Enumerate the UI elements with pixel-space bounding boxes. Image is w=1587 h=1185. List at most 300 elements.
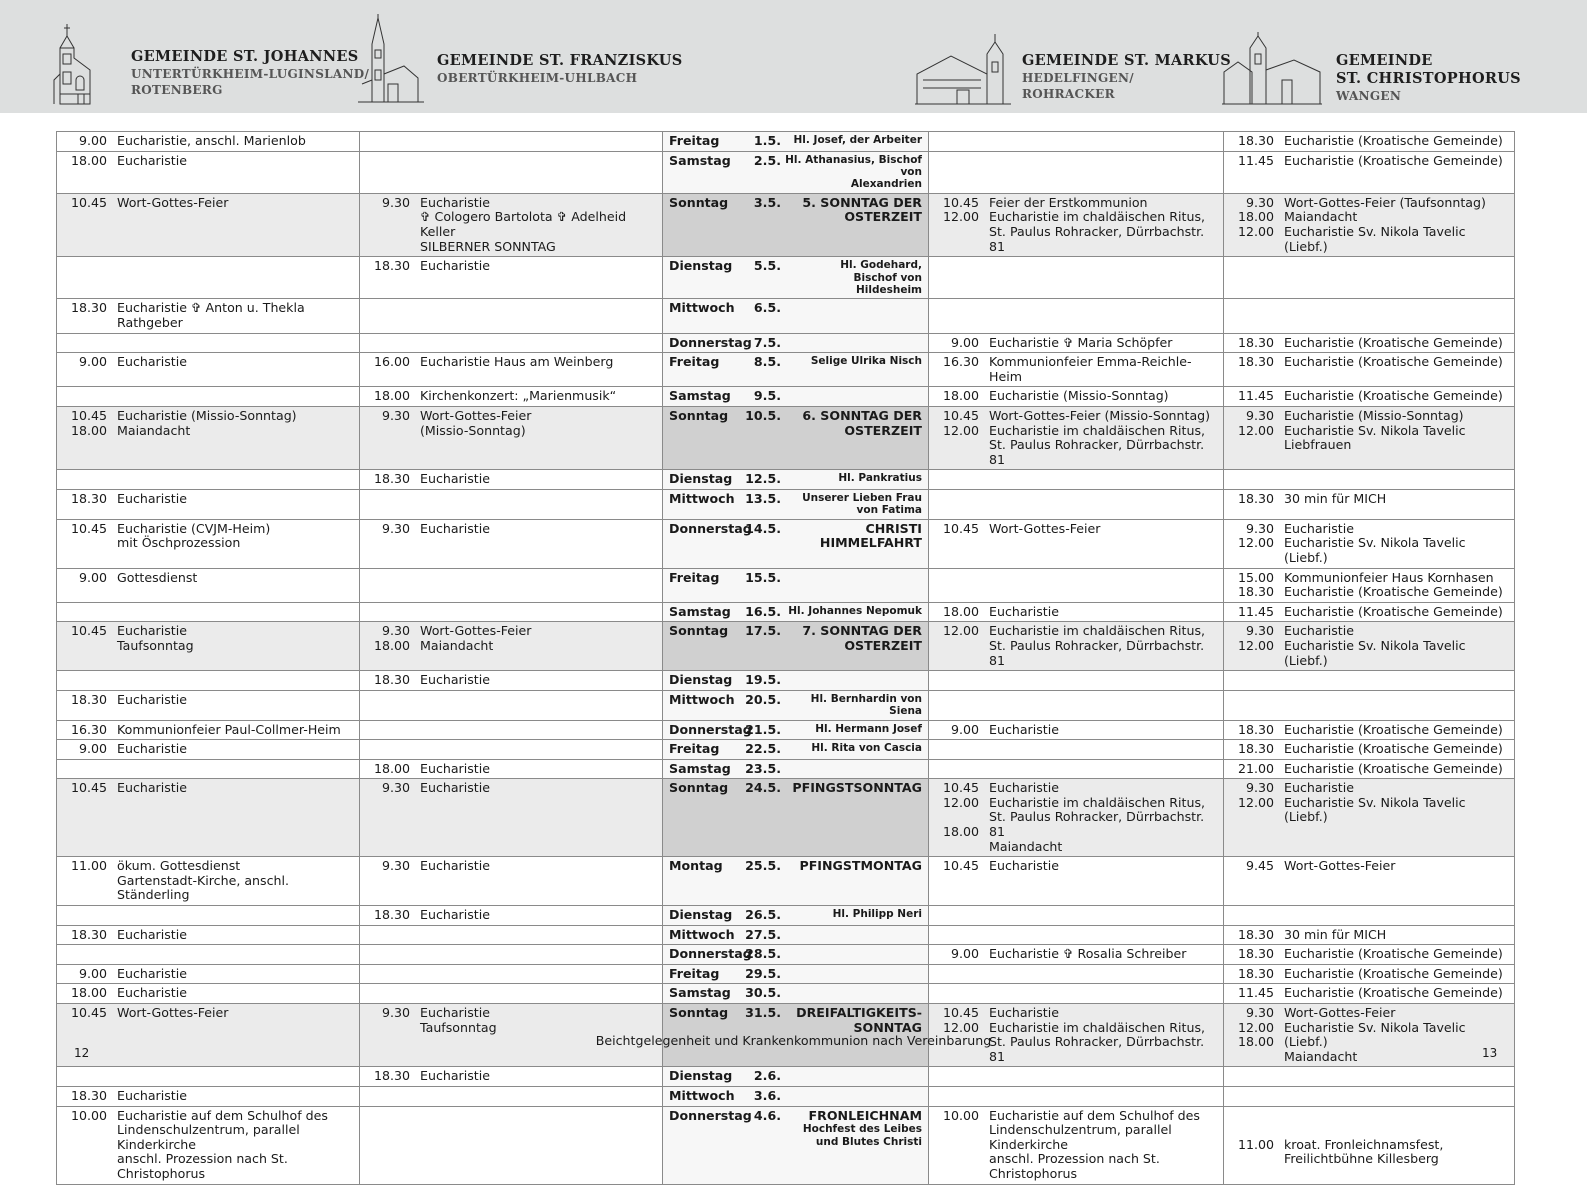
cell-st-franziskus bbox=[360, 671, 663, 691]
cell-st-franziskus bbox=[360, 299, 663, 333]
cell-date bbox=[663, 470, 929, 490]
cell-st-johannes bbox=[57, 299, 360, 333]
service-description: Eucharistie, anschl. Marienlob bbox=[117, 133, 306, 148]
date: 14.5. bbox=[745, 520, 781, 536]
service-entry bbox=[1230, 762, 1508, 777]
service-description: Eucharistie Eucharistie Sv. Nikola Tavelic (Liebf.) bbox=[1284, 623, 1466, 668]
feast-day bbox=[785, 1006, 922, 1035]
service-entry bbox=[935, 1109, 1217, 1182]
service-description: Eucharistie (Kroatische Gemeinde) bbox=[1284, 133, 1503, 148]
date: 1.5. bbox=[753, 133, 781, 148]
service-description: 30 min für MICH bbox=[1284, 926, 1387, 942]
service-description: Eucharistie (Kroatische Gemeinde) bbox=[1284, 354, 1503, 370]
service-entry bbox=[63, 1006, 353, 1021]
cell-st-franziskus bbox=[360, 1106, 663, 1184]
feast-day bbox=[785, 762, 922, 777]
cell-date bbox=[663, 1086, 929, 1106]
service-entry bbox=[935, 409, 1217, 467]
feast-title: Hl. Philipp Neri bbox=[832, 908, 922, 921]
cell-st-johannes bbox=[57, 387, 360, 407]
service-time: 18.30 bbox=[373, 907, 410, 923]
service-entry bbox=[366, 259, 656, 274]
service-time: 10.45 12.00 18.00 bbox=[942, 780, 979, 840]
date: 13.5. bbox=[745, 490, 781, 506]
weekday: Sonntag bbox=[669, 407, 729, 423]
parish-name: GEMEINDE ST. JOHANNES bbox=[131, 48, 359, 65]
parish-location: ROTENBERG bbox=[131, 83, 223, 97]
cell-st-johannes bbox=[57, 353, 360, 387]
schedule-row bbox=[57, 353, 1515, 387]
cell-date bbox=[663, 740, 929, 760]
weekday: Freitag bbox=[669, 965, 720, 981]
cell-st-christophorus bbox=[1224, 945, 1515, 965]
cell-date bbox=[663, 519, 929, 568]
service-time: 10.45 bbox=[70, 520, 107, 536]
service-entry bbox=[63, 723, 353, 738]
cell-st-johannes bbox=[57, 602, 360, 622]
feast-day bbox=[785, 196, 922, 225]
service-time: 9.00 bbox=[950, 334, 979, 350]
feast-day bbox=[785, 492, 922, 517]
cell-st-markus bbox=[929, 759, 1224, 779]
cell-st-franziskus bbox=[360, 151, 663, 193]
cell-date bbox=[663, 945, 929, 965]
feast-day bbox=[785, 259, 922, 296]
service-time: 10.45 bbox=[70, 1005, 107, 1020]
cell-st-christophorus bbox=[1224, 387, 1515, 407]
service-schedule-table bbox=[56, 131, 1515, 1185]
service-entry bbox=[63, 492, 353, 507]
cell-st-christophorus bbox=[1224, 906, 1515, 926]
cell-date bbox=[663, 1067, 929, 1087]
weekday: Sonntag bbox=[669, 623, 729, 639]
feast-title: Hl. Rita von Cascia bbox=[811, 742, 922, 755]
service-description: Eucharistie (Kroatische Gemeinde) bbox=[1284, 152, 1503, 168]
service-description: Wort-Gottes-Feier bbox=[117, 1005, 229, 1020]
service-entry bbox=[1230, 196, 1508, 254]
date: 2.5. bbox=[753, 152, 781, 168]
service-entry bbox=[1230, 781, 1508, 825]
cell-st-franziskus bbox=[360, 945, 663, 965]
service-entry bbox=[63, 301, 353, 330]
cell-st-christophorus bbox=[1224, 132, 1515, 152]
service-description: Eucharistie ✞ Cologero Bartolota ✞ Adelheid Keller SILBERNER SONNTAG bbox=[420, 194, 627, 254]
cell-st-christophorus bbox=[1224, 622, 1515, 671]
service-entry bbox=[63, 355, 353, 370]
service-description: kroat. Fronleichnamsfest, Freilichtbühne Killesberg bbox=[1284, 1136, 1444, 1167]
cell-st-christophorus bbox=[1224, 602, 1515, 622]
service-description: Eucharistie bbox=[117, 741, 187, 757]
service-description: Eucharistie bbox=[989, 721, 1059, 737]
schedule-row bbox=[57, 1067, 1515, 1087]
service-entry bbox=[1230, 409, 1508, 453]
cell-st-markus bbox=[929, 257, 1224, 299]
service-description: Eucharistie bbox=[420, 1068, 490, 1084]
service-time: 16.00 bbox=[373, 354, 410, 370]
schedule-row bbox=[57, 925, 1515, 945]
service-description: Eucharistie (Kroatische Gemeinde) bbox=[1284, 946, 1503, 962]
service-entry bbox=[63, 134, 353, 149]
schedule-row bbox=[57, 1086, 1515, 1106]
cell-st-markus bbox=[929, 925, 1224, 945]
cell-st-franziskus bbox=[360, 720, 663, 740]
cell-date bbox=[663, 333, 929, 353]
feast-day bbox=[785, 986, 922, 1001]
cell-st-franziskus bbox=[360, 759, 663, 779]
service-description: Eucharistie Eucharistie Sv. Nikola Tavelic (Liebf.) bbox=[1284, 780, 1466, 825]
schedule-row bbox=[57, 602, 1515, 622]
service-entry bbox=[935, 336, 1217, 351]
service-description: Eucharistie bbox=[420, 907, 490, 923]
weekday: Sonntag bbox=[669, 780, 729, 796]
cell-st-christophorus bbox=[1224, 406, 1515, 469]
parish-location: HEDELFINGEN/ bbox=[1022, 71, 1134, 85]
feast-day bbox=[785, 908, 922, 923]
cell-st-markus bbox=[929, 132, 1224, 152]
schedule-row bbox=[57, 671, 1515, 691]
schedule-row bbox=[57, 690, 1515, 720]
cell-st-johannes bbox=[57, 257, 360, 299]
date: 6.5. bbox=[753, 300, 781, 316]
weekday: Sonntag bbox=[669, 194, 729, 210]
cell-st-christophorus bbox=[1224, 671, 1515, 691]
service-entry bbox=[1230, 522, 1508, 566]
cell-st-johannes bbox=[57, 193, 360, 256]
cell-st-christophorus bbox=[1224, 353, 1515, 387]
service-entry bbox=[63, 1109, 353, 1182]
service-description: Eucharistie (Missio-Sonntag) Eucharistie Sv. Nikola Tavelic Liebfrauen bbox=[1284, 407, 1466, 453]
service-time: 10.45 12.00 bbox=[942, 1005, 979, 1035]
service-time: 11.00 bbox=[1237, 1136, 1274, 1152]
cell-date bbox=[663, 387, 929, 407]
service-time: 18.30 bbox=[373, 672, 410, 688]
service-time: 21.00 bbox=[1237, 760, 1274, 776]
cell-st-franziskus bbox=[360, 984, 663, 1004]
service-time: 11.45 bbox=[1237, 388, 1274, 404]
service-time: 18.30 bbox=[373, 471, 410, 487]
cell-st-markus bbox=[929, 353, 1224, 387]
cell-st-markus bbox=[929, 779, 1224, 857]
cell-st-markus bbox=[929, 151, 1224, 193]
service-description: Eucharistie ✞ Anton u. Thekla Rathgeber bbox=[117, 300, 305, 330]
service-entry bbox=[935, 522, 1217, 537]
service-entry bbox=[63, 522, 353, 551]
weekday: Montag bbox=[669, 858, 723, 874]
feast-title: DREIFALTIGKEITS- SONNTAG bbox=[796, 1005, 922, 1035]
date: 31.5. bbox=[745, 1005, 781, 1020]
service-time: 18.30 bbox=[1237, 741, 1274, 757]
service-entry bbox=[63, 196, 353, 211]
feast-title: Hl. Pankratius bbox=[838, 472, 922, 485]
feast-day bbox=[785, 693, 922, 718]
service-description: Wort-Gottes-Feier bbox=[1284, 858, 1396, 874]
service-entry bbox=[63, 781, 353, 796]
feast-title: Hl. Hermann Josef bbox=[815, 722, 922, 735]
feast-day bbox=[785, 522, 922, 551]
cell-st-christophorus bbox=[1224, 519, 1515, 568]
service-description: Eucharistie Haus am Weinberg bbox=[420, 354, 614, 370]
service-description: Wort-Gottes-Feier Eucharistie Sv. Nikola Tavelic (Liebf.) Maiandacht bbox=[1284, 1005, 1466, 1064]
service-time: 18.30 bbox=[1237, 946, 1274, 962]
weekday: Samstag bbox=[669, 760, 731, 776]
cell-date bbox=[663, 925, 929, 945]
feast-title: Hl. Godehard, Bischof von Hildesheim bbox=[840, 259, 922, 296]
feast-title: Hl. Athanasius, Bischof von Alexandrien bbox=[785, 153, 922, 191]
schedule-row bbox=[57, 857, 1515, 906]
cell-date bbox=[663, 489, 929, 519]
service-entry bbox=[366, 859, 656, 874]
service-time: 11.45 bbox=[1237, 152, 1274, 168]
service-entry bbox=[63, 986, 353, 1001]
cell-st-christophorus bbox=[1224, 1067, 1515, 1087]
cell-st-markus bbox=[929, 519, 1224, 568]
cell-st-johannes bbox=[57, 857, 360, 906]
cell-st-markus bbox=[929, 1086, 1224, 1106]
weekday: Mittwoch bbox=[669, 300, 735, 316]
service-time: 9.30 12.00 bbox=[1237, 780, 1274, 810]
cell-st-johannes bbox=[57, 945, 360, 965]
date: 2.6. bbox=[753, 1068, 781, 1084]
schedule-row bbox=[57, 489, 1515, 519]
service-description: Eucharistie bbox=[117, 985, 187, 1001]
cell-st-franziskus bbox=[360, 470, 663, 490]
service-description: Eucharistie auf dem Schulhof des Lindenschulzentrum, parallel Kinderkirche anschl. Prozession nach St. Christophorus bbox=[117, 1107, 328, 1181]
service-time: 10.45 bbox=[942, 520, 979, 536]
service-time: 18.00 bbox=[373, 388, 410, 404]
service-entry bbox=[1230, 336, 1508, 351]
cell-st-franziskus bbox=[360, 333, 663, 353]
date: 22.5. bbox=[745, 741, 781, 757]
date: 15.5. bbox=[745, 569, 781, 585]
schedule-row bbox=[57, 387, 1515, 407]
feast-day bbox=[785, 742, 922, 757]
weekday: Mittwoch bbox=[669, 691, 735, 707]
date: 4.6. bbox=[753, 1107, 781, 1123]
cell-st-markus bbox=[929, 489, 1224, 519]
service-description: Eucharistie (Kroatische Gemeinde) bbox=[1284, 334, 1503, 350]
cell-st-franziskus bbox=[360, 1067, 663, 1087]
date: 26.5. bbox=[745, 907, 781, 923]
feast-title: 7. SONNTAG DER OSTERZEIT bbox=[802, 623, 922, 653]
service-entry bbox=[935, 723, 1217, 738]
schedule-row bbox=[57, 519, 1515, 568]
service-entry bbox=[63, 928, 353, 943]
service-description: Kommunionfeier Haus Kornhasen Eucharistie (Kroatische Gemeinde) bbox=[1284, 569, 1503, 600]
footer-note: Beichtgelegenheit und Krankenkommunion nach Vereinbarung bbox=[595, 1033, 992, 1048]
service-time: 9.30 12.00 bbox=[1237, 623, 1274, 653]
service-time: 18.00 bbox=[70, 152, 107, 168]
service-description: Wort-Gottes-Feier Maiandacht bbox=[420, 623, 532, 653]
service-time: 18.30 bbox=[70, 1087, 107, 1103]
service-time: 18.30 bbox=[70, 300, 107, 316]
service-description: Eucharistie (Kroatische Gemeinde) bbox=[1284, 721, 1503, 737]
weekday: Donnerstag bbox=[669, 1107, 752, 1123]
service-time: 18.30 bbox=[1237, 354, 1274, 370]
weekday: Samstag bbox=[669, 152, 731, 168]
feast-day bbox=[785, 571, 922, 586]
service-entry bbox=[1230, 355, 1508, 370]
service-description: Eucharistie bbox=[420, 471, 490, 487]
cell-st-johannes bbox=[57, 759, 360, 779]
cell-st-markus bbox=[929, 690, 1224, 720]
service-entry bbox=[63, 742, 353, 757]
service-time: 9.30 12.00 bbox=[1237, 520, 1274, 551]
weekday: Freitag bbox=[669, 741, 720, 757]
service-time: 16.30 bbox=[942, 354, 979, 370]
feast-day bbox=[785, 389, 922, 404]
cell-st-christophorus bbox=[1224, 299, 1515, 333]
cell-st-franziskus bbox=[360, 387, 663, 407]
service-time: 9.30 bbox=[381, 780, 410, 796]
parish-location: ROHRACKER bbox=[1022, 87, 1115, 101]
cell-st-markus bbox=[929, 945, 1224, 965]
cell-st-markus bbox=[929, 1067, 1224, 1087]
service-time: 9.30 18.00 12.00 bbox=[1237, 194, 1274, 239]
service-time: 18.00 bbox=[942, 603, 979, 619]
service-description: Eucharistie auf dem Schulhof des Lindenschulzentrum, parallel Kinderkirche anschl. Prozession nach St. Christophorus bbox=[989, 1107, 1200, 1181]
weekday: Freitag bbox=[669, 569, 720, 585]
cell-date bbox=[663, 299, 929, 333]
service-description: Eucharistie bbox=[420, 760, 490, 776]
service-time: 18.00 bbox=[70, 985, 107, 1001]
cell-st-johannes bbox=[57, 519, 360, 568]
schedule-row bbox=[57, 470, 1515, 490]
feast-day bbox=[785, 409, 922, 438]
cell-date bbox=[663, 568, 929, 602]
service-time: 9.00 bbox=[950, 721, 979, 737]
cell-date bbox=[663, 857, 929, 906]
cell-st-christophorus bbox=[1224, 779, 1515, 857]
cell-date bbox=[663, 906, 929, 926]
date: 3.5. bbox=[753, 194, 781, 210]
feast-day bbox=[785, 301, 922, 316]
service-description: Eucharistie (Kroatische Gemeinde) bbox=[1284, 760, 1503, 776]
feast-day bbox=[785, 355, 922, 370]
service-time: 11.45 bbox=[1237, 603, 1274, 619]
schedule-row bbox=[57, 568, 1515, 602]
service-entry bbox=[366, 389, 656, 404]
cell-st-franziskus bbox=[360, 964, 663, 984]
cell-st-markus bbox=[929, 193, 1224, 256]
date: 8.5. bbox=[753, 354, 781, 370]
feast-day bbox=[785, 859, 922, 874]
service-entry bbox=[1230, 1109, 1508, 1167]
date: 28.5. bbox=[745, 946, 781, 962]
feast-day bbox=[785, 134, 922, 149]
service-time: 16.30 bbox=[70, 721, 107, 737]
cell-st-christophorus bbox=[1224, 740, 1515, 760]
cell-st-markus bbox=[929, 470, 1224, 490]
cell-st-johannes bbox=[57, 1106, 360, 1184]
cell-st-johannes bbox=[57, 925, 360, 945]
service-entry bbox=[1230, 742, 1508, 757]
schedule-row bbox=[57, 406, 1515, 469]
schedule-row bbox=[57, 906, 1515, 926]
date: 7.5. bbox=[753, 334, 781, 350]
cell-st-franziskus bbox=[360, 489, 663, 519]
service-time: 9.00 bbox=[78, 133, 107, 148]
service-entry bbox=[1230, 723, 1508, 738]
cell-date bbox=[663, 406, 929, 469]
cell-st-johannes bbox=[57, 489, 360, 519]
service-time: 9.00 bbox=[78, 741, 107, 757]
weekday: Freitag bbox=[669, 354, 720, 370]
cell-st-christophorus bbox=[1224, 489, 1515, 519]
service-description: Eucharistie ✞ Rosalia Schreiber bbox=[989, 946, 1187, 962]
service-description: Wort-Gottes-Feier (Missio-Sonntag) Eucharistie im chaldäischen Ritus, St. Paulus Rohracker, Dürrbachstr. 81 bbox=[989, 407, 1211, 467]
cell-st-christophorus bbox=[1224, 470, 1515, 490]
cell-st-johannes bbox=[57, 568, 360, 602]
service-description: Eucharistie Taufsonntag bbox=[420, 1005, 497, 1035]
date: 12.5. bbox=[745, 471, 781, 487]
parish-location: WANGEN bbox=[1336, 89, 1402, 103]
schedule-row bbox=[57, 299, 1515, 333]
service-description: Eucharistie (Kroatische Gemeinde) bbox=[1284, 741, 1503, 757]
service-description: Eucharistie bbox=[117, 926, 187, 942]
service-description: Eucharistie bbox=[117, 490, 187, 506]
service-entry bbox=[1230, 624, 1508, 668]
service-description: Eucharistie (Kroatische Gemeinde) bbox=[1284, 388, 1503, 404]
service-time: 9.00 bbox=[78, 965, 107, 981]
cell-date bbox=[663, 720, 929, 740]
service-entry bbox=[935, 624, 1217, 668]
cell-date bbox=[663, 984, 929, 1004]
service-entry bbox=[935, 947, 1217, 962]
service-entry bbox=[1230, 967, 1508, 982]
date: 24.5. bbox=[745, 780, 781, 796]
cell-st-christophorus bbox=[1224, 857, 1515, 906]
service-time: 18.30 bbox=[70, 926, 107, 942]
cell-st-christophorus bbox=[1224, 1106, 1515, 1184]
cell-st-markus bbox=[929, 740, 1224, 760]
service-entry bbox=[366, 781, 656, 796]
cell-date bbox=[663, 779, 929, 857]
cell-st-franziskus bbox=[360, 690, 663, 720]
cell-st-franziskus bbox=[360, 568, 663, 602]
feast-day bbox=[785, 336, 922, 351]
service-description: Kirchenkonzert: „Marienmusik“ bbox=[420, 388, 617, 404]
weekday: Donnerstag bbox=[669, 946, 752, 962]
page-header bbox=[0, 0, 1587, 113]
weekday: Samstag bbox=[669, 603, 731, 619]
cell-st-franziskus bbox=[360, 925, 663, 945]
feast-day bbox=[785, 154, 922, 191]
service-time: 18.30 bbox=[70, 691, 107, 707]
service-entry bbox=[366, 472, 656, 487]
cell-st-johannes bbox=[57, 906, 360, 926]
service-description: Eucharistie bbox=[117, 1087, 187, 1103]
weekday: Mittwoch bbox=[669, 490, 735, 506]
feast-day bbox=[785, 605, 922, 620]
date: 20.5. bbox=[745, 691, 781, 707]
feast-title: 5. SONNTAG DER OSTERZEIT bbox=[802, 194, 922, 225]
service-time: 10.45 18.00 bbox=[70, 407, 107, 438]
service-description: Eucharistie bbox=[117, 152, 187, 168]
service-entry bbox=[1230, 947, 1508, 962]
parish-name: GEMEINDE bbox=[1336, 52, 1433, 69]
service-time: 11.00 bbox=[70, 858, 107, 874]
date: 27.5. bbox=[745, 926, 781, 942]
service-time: 18.30 bbox=[1237, 334, 1274, 350]
schedule-row bbox=[57, 333, 1515, 353]
service-entry bbox=[366, 762, 656, 777]
cell-date bbox=[663, 353, 929, 387]
feast-day bbox=[785, 967, 922, 982]
service-time: 9.30 12.00 18.00 bbox=[1237, 1005, 1274, 1050]
cell-st-markus bbox=[929, 568, 1224, 602]
schedule-row bbox=[57, 945, 1515, 965]
parish-st-christophorus bbox=[1222, 14, 1552, 106]
